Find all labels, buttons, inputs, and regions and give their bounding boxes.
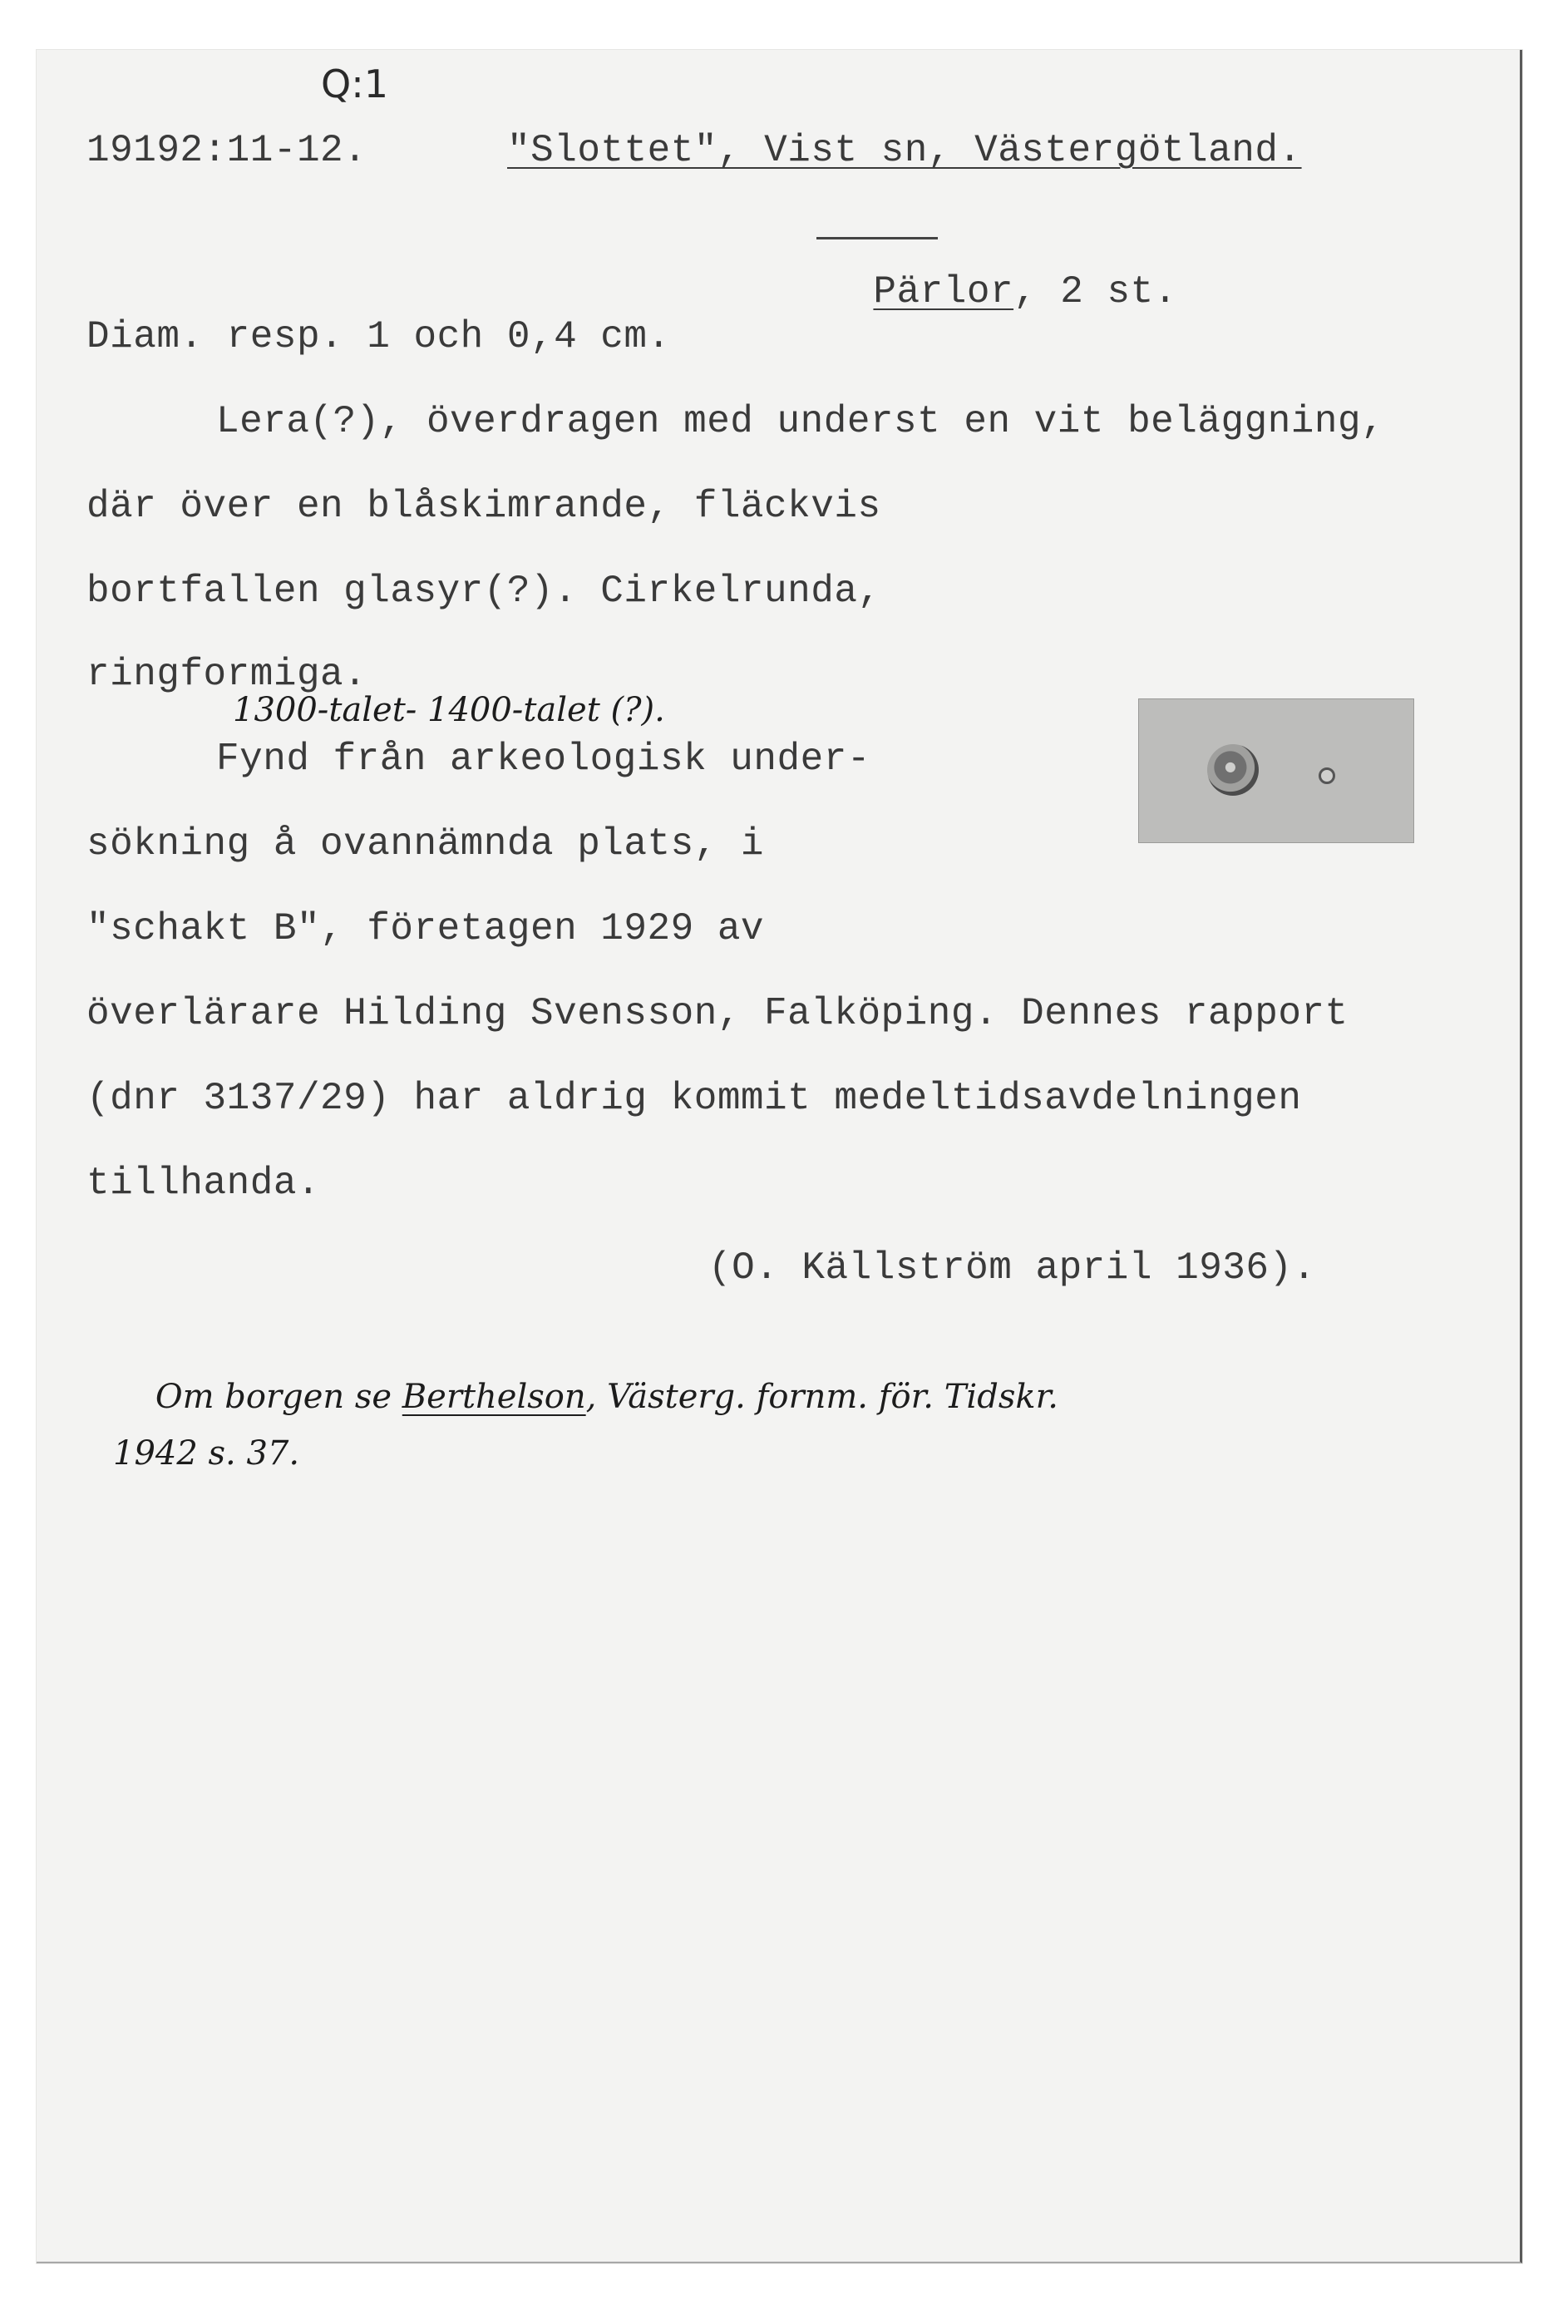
beads-photo <box>1138 698 1414 843</box>
handwritten-reference-suffix: , Västerg. fornm. för. Tidskr. <box>585 1378 1059 1416</box>
large-bead-image <box>1207 744 1259 796</box>
description-line-1: Lera(?), överdragen med underst en vit beläggning, <box>216 400 1385 443</box>
description-line-4: ringformiga. <box>86 653 367 696</box>
catalog-number: 19192:11-12. <box>86 129 367 172</box>
object-heading <box>780 234 1177 349</box>
small-bead-image <box>1319 767 1335 784</box>
find-line-6: tillhanda. <box>86 1162 321 1205</box>
find-line-2: sökning å ovannämnda plats, i <box>86 822 765 866</box>
object-name: Pärlor <box>873 270 1014 313</box>
page-mark: Q:1 <box>321 62 388 106</box>
find-line-4: överlärare Hilding Svensson, Falköping. Dennes rapport <box>86 992 1349 1035</box>
handwritten-reference-prefix: Om borgen se <box>155 1378 402 1416</box>
dimensions-line: Diam. resp. 1 och 0,4 cm. <box>86 315 671 358</box>
handwritten-reference <box>113 1347 1058 1447</box>
object-count: , 2 st. <box>1013 270 1177 313</box>
catalog-card <box>37 50 1522 2263</box>
handwritten-reference-author: Berthelson <box>402 1378 586 1416</box>
handwritten-reference-page: 1942 s. 37. <box>113 1434 300 1473</box>
handwritten-dating: 1300-talet- 1400-talet (?). <box>233 691 665 729</box>
find-line-1: Fynd från arkeologisk under- <box>216 738 870 781</box>
description-line-3: bortfallen glasyr(?). Cirkelrunda, <box>86 570 881 613</box>
description-line-2: där över en blåskimrande, fläckvis <box>86 485 881 528</box>
signature-line: (O. Källström april 1936). <box>708 1246 1316 1290</box>
find-line-5: (dnr 3137/29) har aldrig kommit medeltidsavdelningen <box>86 1077 1302 1120</box>
find-location: "Slottet", Vist sn, Västergötland. <box>507 129 1302 172</box>
find-line-3: "schakt B", företagen 1929 av <box>86 907 765 950</box>
